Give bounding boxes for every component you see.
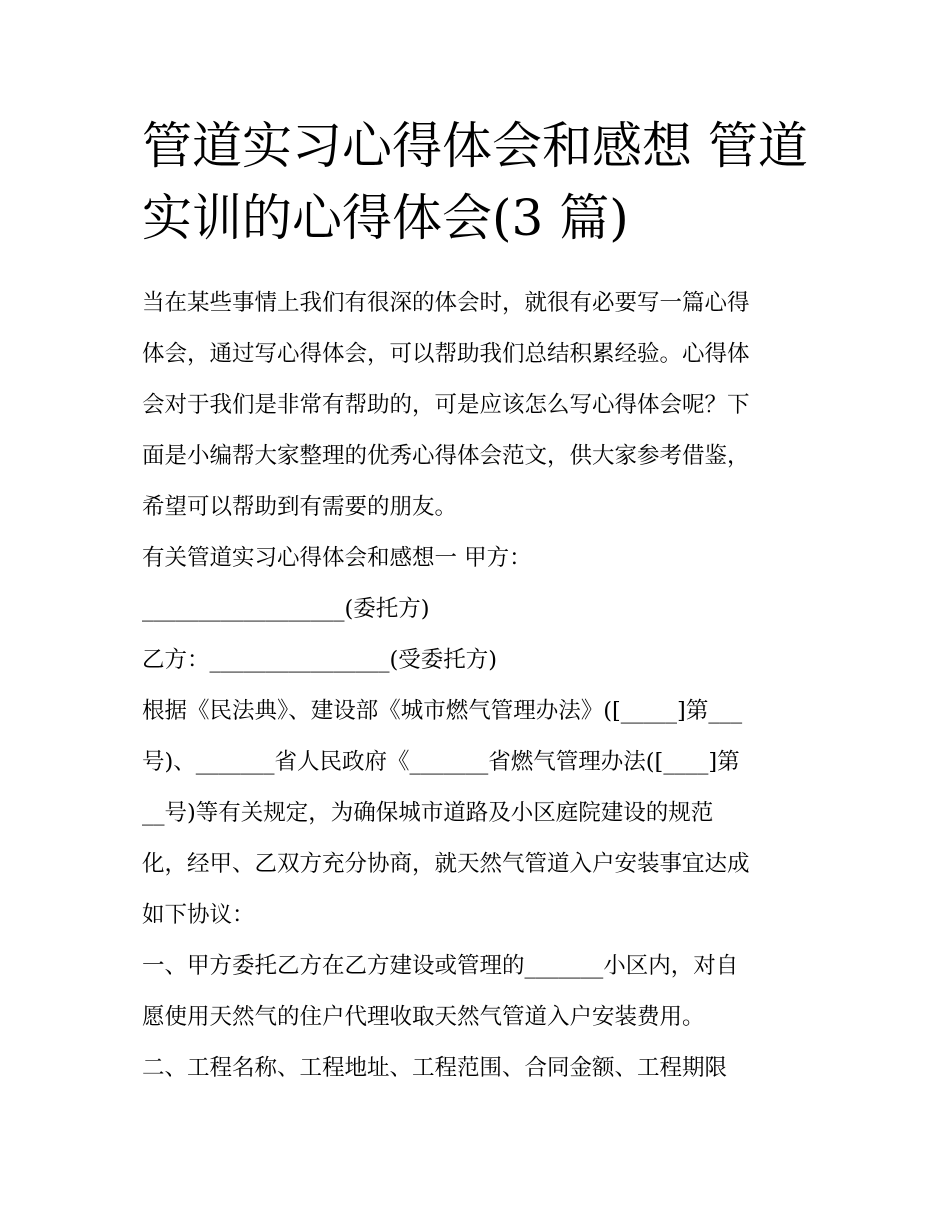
- clause-one-paragraph: [142, 941, 822, 1043]
- text-line: 希望可以帮助到有需要的朋友。: [142, 494, 458, 520]
- party-b-line: [142, 635, 822, 686]
- intro-paragraph: [142, 278, 822, 533]
- text-line: __________________(委托方): [142, 596, 430, 622]
- text-line: 乙方：________________(受委托方): [142, 647, 498, 673]
- text-line: 一、甲方委托乙方在乙方建设或管理的_______小区内，对自: [142, 953, 739, 979]
- party-a-line: [142, 584, 822, 635]
- document-title: [142, 110, 822, 254]
- title-line: 管道实习心得体会和感想 管道: [142, 117, 808, 175]
- text-line: 会对于我们是非常有帮助的，可是应该怎么写心得体会呢？下: [142, 392, 750, 418]
- clause-two-paragraph: [142, 1043, 822, 1094]
- text-line: 体会，通过写心得体会，可以帮助我们总结积累经验。心得体: [142, 341, 750, 367]
- text-line: 愿使用天然气的住户代理收取天然气管道入户安装费用。: [142, 1004, 705, 1030]
- text-line: 面是小编帮大家整理的优秀心得体会范文，供大家参考借鉴，: [142, 443, 750, 469]
- text-line: 根据《民法典》、建设部《城市燃气管理办法》([_____]第___: [142, 698, 743, 724]
- section-heading: [142, 533, 822, 584]
- text-line: 当在某些事情上我们有很深的体会时，就很有必要写一篇心得: [142, 290, 750, 316]
- text-line: __号)等有关规定，为确保城市道路及小区庭院建设的规范: [142, 800, 714, 826]
- text-line: 二、工程名称、工程地址、工程范围、合同金额、工程期限: [142, 1055, 728, 1081]
- text-line: 如下协议：: [142, 902, 255, 928]
- title-line: 实训的心得体会(3 篇): [142, 189, 629, 247]
- text-line: 有关管道实习心得体会和感想一 甲方：: [142, 545, 532, 571]
- document-body: [142, 278, 822, 1094]
- text-line: 化，经甲、乙双方充分协商，就天然气管道入户安装事宜达成: [142, 851, 750, 877]
- text-line: 号)、_______省人民政府《_______省燃气管理办法([____]第: [142, 749, 740, 775]
- basis-paragraph: [142, 686, 822, 941]
